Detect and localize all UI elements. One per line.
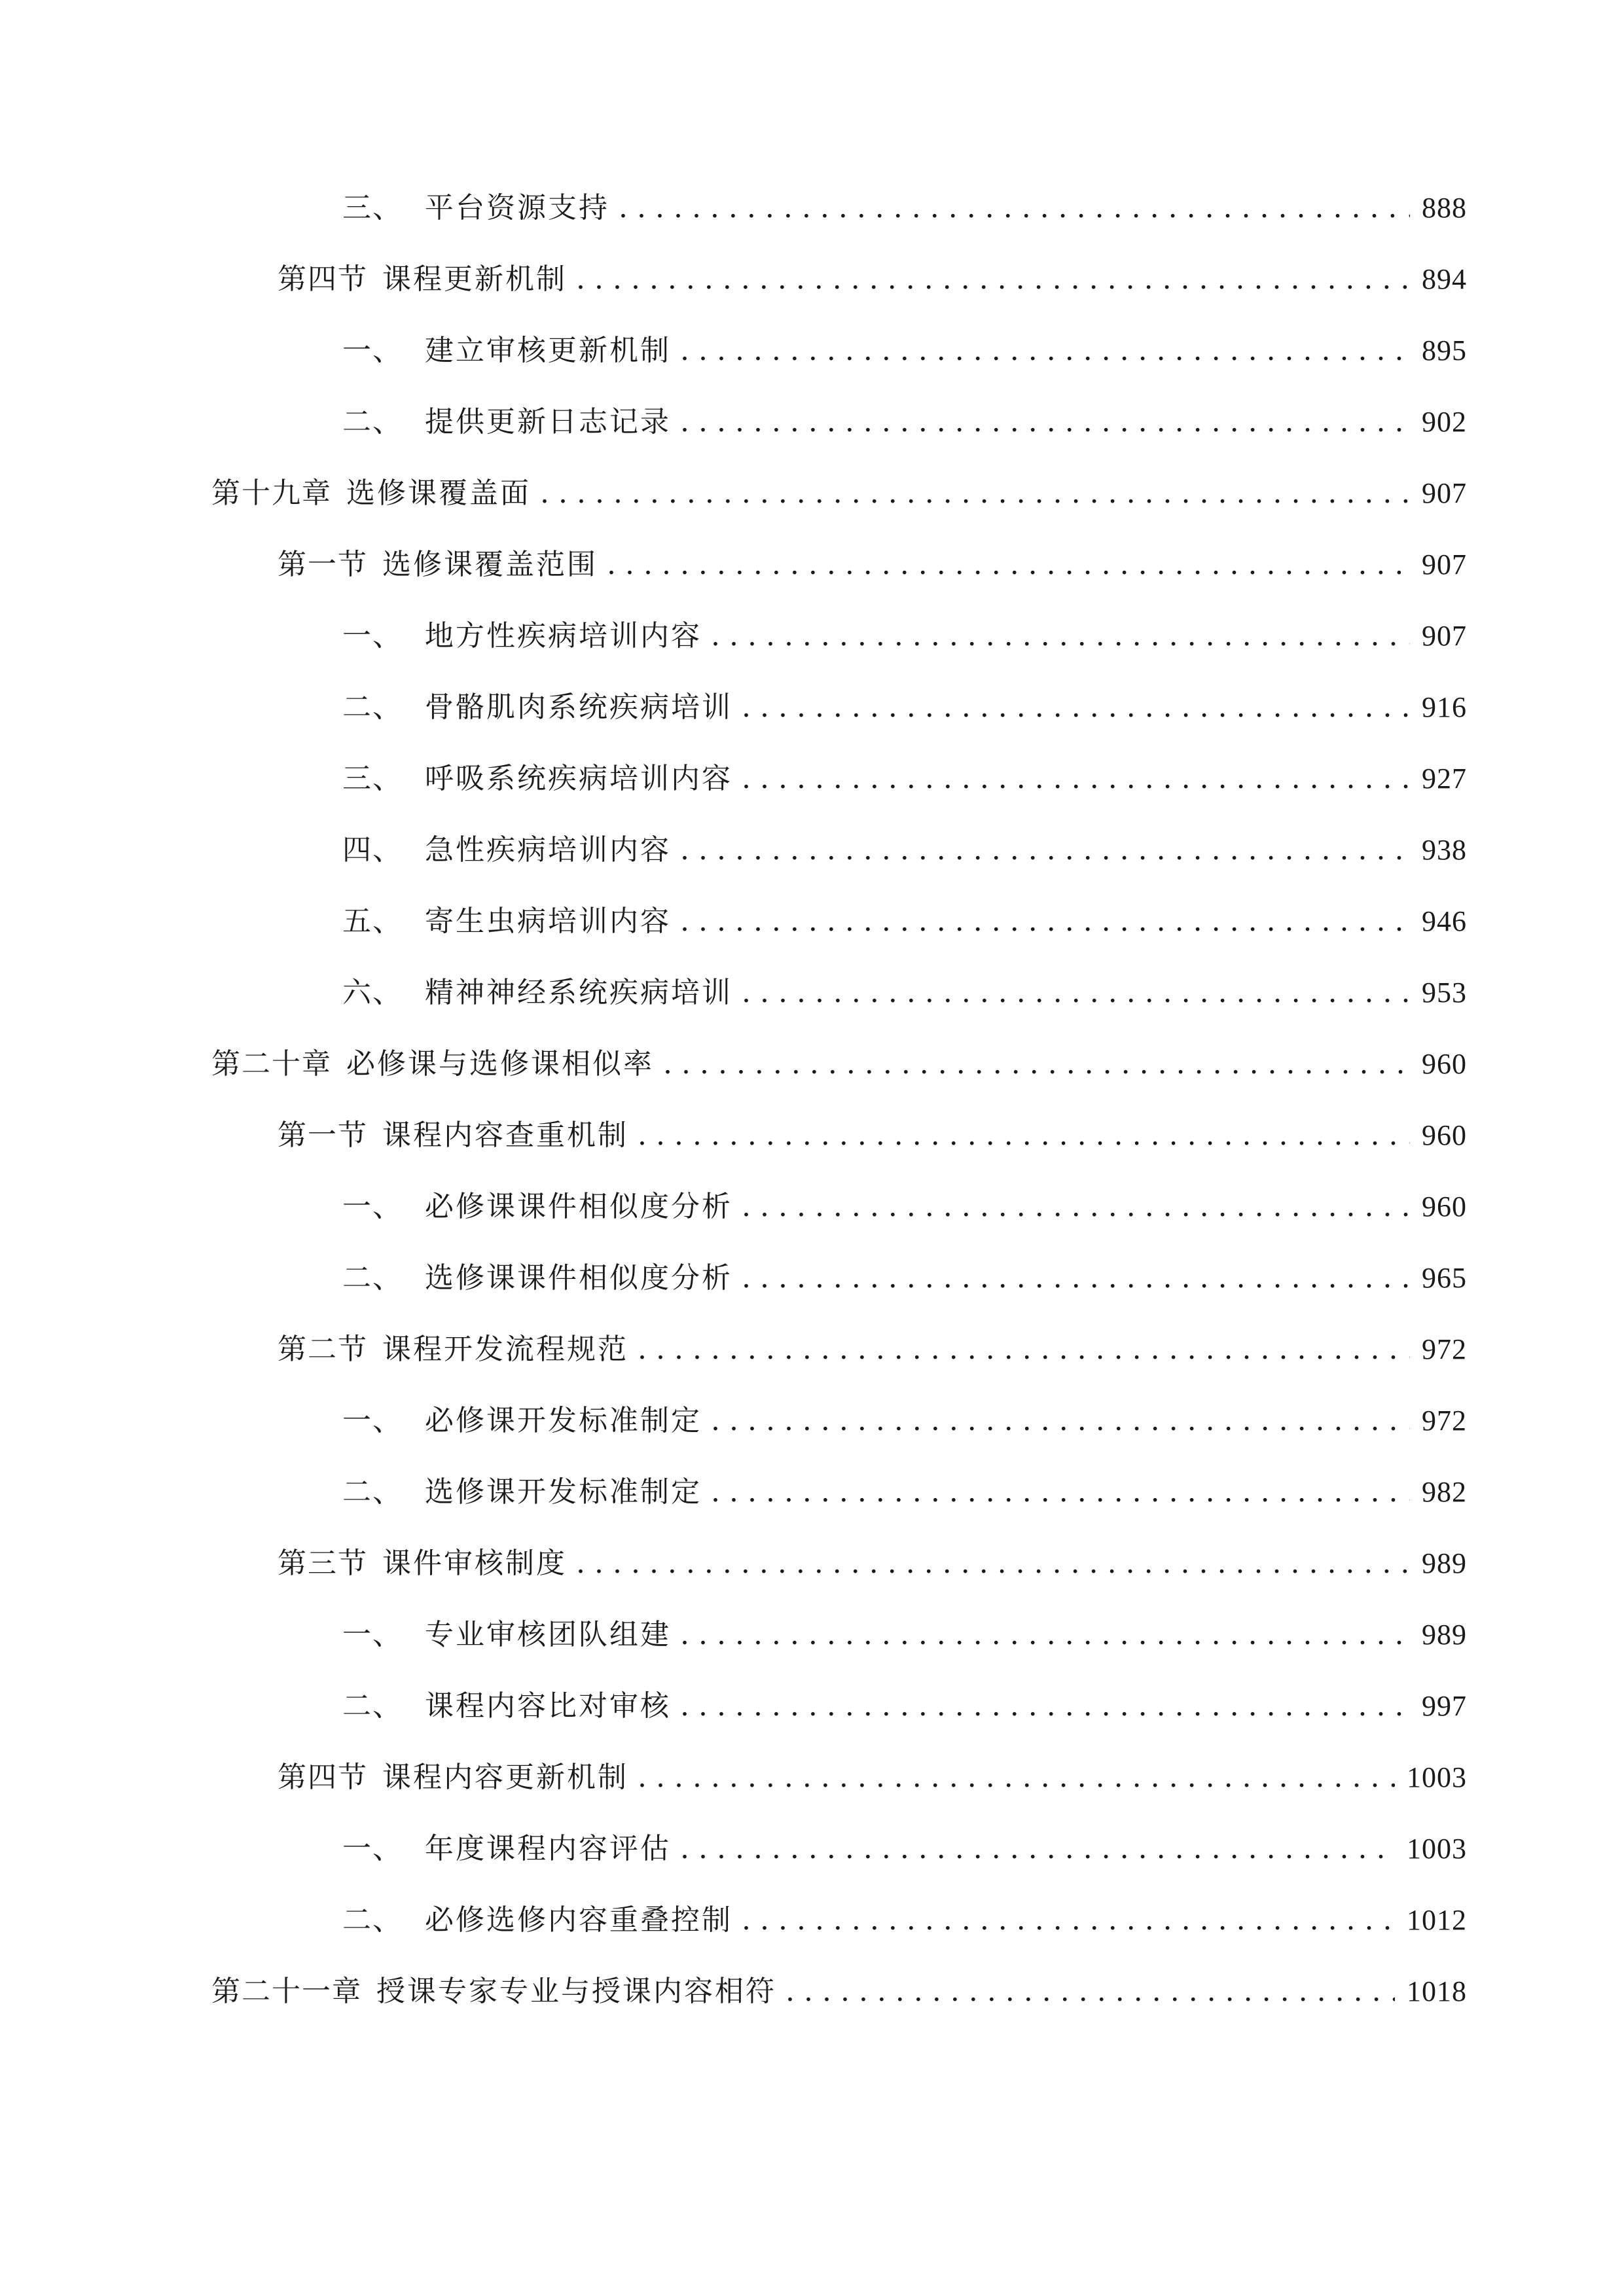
- toc-entry[interactable]: [342, 1252, 1467, 1304]
- toc-entry-title: 必修选修内容重叠控制: [425, 1903, 732, 1937]
- toc-entry-number: 第二节: [278, 1333, 368, 1366]
- toc-entry-number: 一、: [342, 1618, 403, 1651]
- toc-entry-title: 课程内容更新机制: [382, 1761, 628, 1794]
- toc-entry-number: 二、: [342, 691, 403, 724]
- toc-entry-number: 二、: [342, 405, 403, 439]
- toc-entry-number: 六、: [342, 976, 403, 1009]
- toc-entry-number: 四、: [342, 833, 403, 867]
- toc-page-number: 960: [1422, 1048, 1467, 1080]
- toc-entry-title: 急性疾病培训内容: [425, 833, 671, 867]
- toc-entry-title: 提供更新日志记录: [425, 405, 671, 439]
- toc-entry-title: 地方性疾病培训内容: [425, 619, 702, 653]
- toc-entry-title: 骨骼肌肉系统疾病培训: [425, 691, 732, 724]
- toc-page-number: 938: [1422, 834, 1467, 866]
- toc-entry-number: 二、: [342, 1689, 403, 1723]
- toc-entry-number: 一、: [342, 1190, 403, 1223]
- toc-entry-number: 第一节: [278, 1119, 368, 1152]
- toc-leader-dots: [711, 1466, 1410, 1518]
- toc-entry[interactable]: [342, 1823, 1467, 1875]
- toc-entry[interactable]: [342, 1181, 1467, 1233]
- toc-leader-dots: [711, 610, 1410, 662]
- toc-leader-dots: [680, 396, 1410, 448]
- toc-page-number: 907: [1422, 620, 1467, 652]
- toc-entry[interactable]: [342, 182, 1467, 234]
- toc-page-number: 960: [1422, 1119, 1467, 1151]
- toc-entry-number: 第二十一章: [211, 1975, 362, 2008]
- toc-entry[interactable]: [342, 1680, 1467, 1732]
- toc-entry-number: 一、: [342, 1404, 403, 1437]
- toc-page-number: 916: [1422, 691, 1467, 723]
- toc-page-number: 1012: [1407, 1904, 1467, 1936]
- toc-entry-number: 一、: [342, 619, 403, 653]
- toc-entry[interactable]: [342, 610, 1467, 662]
- toc-entry-title: 必修课与选修课相似率: [346, 1047, 654, 1081]
- toc-entry[interactable]: [278, 1323, 1467, 1376]
- toc-entry-title: 课程更新机制: [382, 262, 567, 296]
- toc-entry[interactable]: [211, 1038, 1467, 1090]
- toc-leader-dots: [742, 681, 1410, 734]
- toc-leader-dots: [680, 1609, 1410, 1661]
- toc-leader-dots: [742, 1181, 1410, 1233]
- toc-entry[interactable]: [278, 1109, 1467, 1162]
- toc-page-number: 907: [1422, 548, 1467, 581]
- toc-leader-dots: [619, 182, 1410, 234]
- toc-entry[interactable]: [342, 1395, 1467, 1447]
- toc-entry-title: 建立审核更新机制: [425, 334, 671, 367]
- toc-entry-number: 第一节: [278, 548, 368, 581]
- toc-entry-title: 选修课覆盖面: [346, 476, 531, 510]
- toc-leader-dots: [680, 1680, 1410, 1732]
- toc-entry-title: 选修课开发标准制定: [425, 1475, 702, 1509]
- toc-leader-dots: [607, 539, 1410, 591]
- toc-entry-title: 寄生虫病培训内容: [425, 905, 671, 938]
- toc-page-number: 965: [1422, 1262, 1467, 1294]
- toc-entry-number: 二、: [342, 1903, 403, 1937]
- toc-entry[interactable]: [342, 1609, 1467, 1661]
- toc-leader-dots: [742, 1252, 1410, 1304]
- toc-page-number: 927: [1422, 762, 1467, 795]
- toc-leader-dots: [785, 1965, 1395, 2018]
- toc-entry-number: 第二十章: [211, 1047, 332, 1081]
- toc-entry-number: 二、: [342, 1475, 403, 1509]
- toc-entry[interactable]: [342, 753, 1467, 805]
- toc-entry-title: 选修课覆盖范围: [382, 548, 598, 581]
- toc-leader-dots: [742, 753, 1410, 805]
- toc-entry[interactable]: [342, 1894, 1467, 1946]
- toc-entry[interactable]: [278, 1751, 1467, 1804]
- toc-entry-title: 课程内容查重机制: [382, 1119, 628, 1152]
- toc-entry-number: 二、: [342, 1261, 403, 1295]
- toc-entry-title: 选修课课件相似度分析: [425, 1261, 732, 1295]
- toc-entry-title: 呼吸系统疾病培训内容: [425, 762, 732, 795]
- toc-entry[interactable]: [211, 467, 1467, 520]
- toc-entry[interactable]: [342, 396, 1467, 448]
- toc-entry-number: 三、: [342, 762, 403, 795]
- toc-page-number: 972: [1422, 1333, 1467, 1365]
- toc-entry[interactable]: [211, 1965, 1467, 2018]
- toc-entry-title: 平台资源支持: [425, 191, 609, 224]
- toc-leader-dots: [638, 1323, 1410, 1376]
- toc-leader-dots: [680, 895, 1410, 948]
- toc-entry-title: 必修课开发标准制定: [425, 1404, 702, 1437]
- toc-leader-dots: [680, 824, 1410, 876]
- toc-page-number: 894: [1422, 263, 1467, 295]
- toc-entry[interactable]: [342, 967, 1467, 1019]
- toc-leader-dots: [638, 1109, 1410, 1162]
- toc-entry-number: 一、: [342, 334, 403, 367]
- toc-page-number: 1018: [1407, 1975, 1467, 2007]
- toc-entry-title: 课件审核制度: [382, 1547, 567, 1580]
- toc-entry-number: 一、: [342, 1832, 403, 1865]
- toc-page-number: 989: [1422, 1547, 1467, 1579]
- toc-leader-dots: [680, 1823, 1395, 1875]
- toc-entry-title: 精神神经系统疾病培训: [425, 976, 732, 1009]
- toc-entry-title: 课程开发流程规范: [382, 1333, 628, 1366]
- toc-leader-dots: [576, 253, 1410, 306]
- toc-entry[interactable]: [342, 681, 1467, 734]
- toc-page-number: 960: [1422, 1191, 1467, 1223]
- toc-page-number: 982: [1422, 1476, 1467, 1508]
- toc-leader-dots: [742, 1894, 1395, 1946]
- toc-page-number: 1003: [1407, 1833, 1467, 1865]
- toc-leader-dots: [663, 1038, 1410, 1090]
- toc-entry[interactable]: [342, 1466, 1467, 1518]
- toc-entry-title: 课程内容比对审核: [425, 1689, 671, 1723]
- toc-leader-dots: [711, 1395, 1410, 1447]
- toc-entry-title: 授课专家专业与授课内容相符: [376, 1975, 776, 2008]
- toc-entry-title: 年度课程内容评估: [425, 1832, 671, 1865]
- toc-page-number: 907: [1422, 477, 1467, 509]
- toc-entry-title: 必修课课件相似度分析: [425, 1190, 732, 1223]
- toc-entry-number: 第十九章: [211, 476, 332, 510]
- toc-page-number: 989: [1422, 1619, 1467, 1651]
- toc-entry-title: 专业审核团队组建: [425, 1618, 671, 1651]
- toc-page-number: 902: [1422, 406, 1467, 438]
- toc-entry[interactable]: [342, 895, 1467, 948]
- toc-page-number: 953: [1422, 977, 1467, 1009]
- toc-page-number: 895: [1422, 334, 1467, 367]
- toc-page-number: 1003: [1407, 1761, 1467, 1793]
- toc-entry-number: 第三节: [278, 1547, 368, 1580]
- toc-leader-dots: [540, 467, 1410, 520]
- toc-leader-dots: [680, 325, 1410, 377]
- toc-leader-dots: [638, 1751, 1395, 1804]
- toc-leader-dots: [576, 1537, 1410, 1590]
- toc-entry[interactable]: [278, 1537, 1467, 1590]
- toc-entry-number: 第四节: [278, 1761, 368, 1794]
- toc-entry-number: 第四节: [278, 262, 368, 296]
- toc-page-number: 946: [1422, 905, 1467, 937]
- toc-entry[interactable]: [278, 253, 1467, 306]
- toc-entry[interactable]: [342, 824, 1467, 876]
- toc-page-number: 972: [1422, 1405, 1467, 1437]
- toc-entry[interactable]: [278, 539, 1467, 591]
- toc-leader-dots: [742, 967, 1410, 1019]
- toc-page-number: 997: [1422, 1690, 1467, 1722]
- toc-entry-number: 五、: [342, 905, 403, 938]
- toc-page-number: 888: [1422, 192, 1467, 224]
- toc-entry[interactable]: [342, 325, 1467, 377]
- toc-entry-number: 三、: [342, 191, 403, 224]
